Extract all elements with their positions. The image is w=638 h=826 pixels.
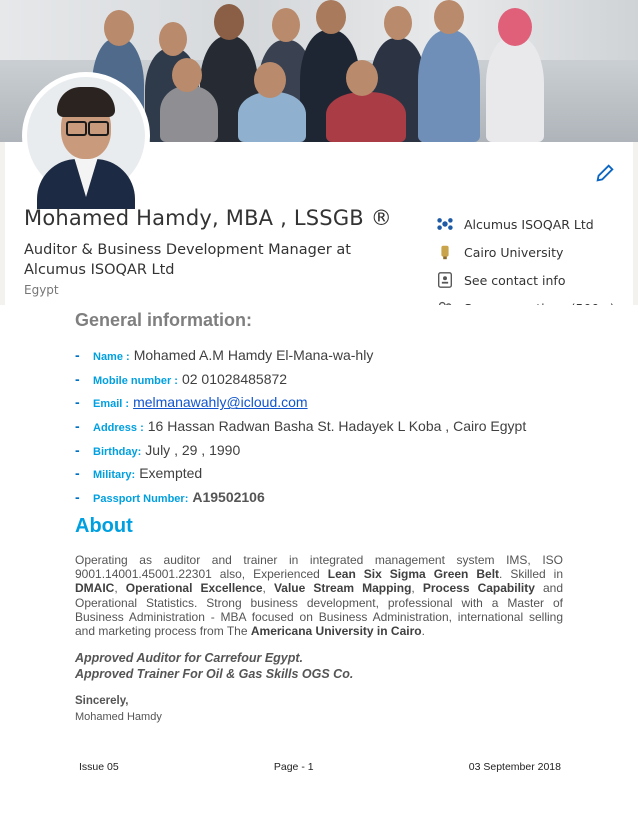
contact-card-icon [436,271,454,289]
closing-signer: Mohamed Hamdy [75,711,162,723]
footer-issue: Issue 05 [79,761,119,773]
info-row-military: - Military: Exempted [75,465,203,482]
alcumus-logo-icon [436,215,454,233]
linkedin-profile-screenshot [0,0,638,305]
profile-location: Egypt [24,283,59,297]
about-heading: About [75,515,133,537]
email-link[interactable]: melmanawahly@icloud.com [133,394,308,411]
info-row-name: - Name : Mohamed A.M Hamdy El-Mana-wa-hly [75,347,374,363]
pencil-edit-icon[interactable] [594,162,616,184]
closing-sincerely: Sincerely, [75,695,129,707]
general-info-heading: General information: [75,310,253,330]
profile-name: Mohamed Hamdy, MBA , LSSGB ® [24,206,392,230]
university-icon [436,243,454,261]
page-footer [79,761,561,773]
approvals [75,650,353,682]
info-row-mobile: - Mobile number : 02 01028485872 [75,370,288,387]
footer-date: 03 September 2018 [468,761,561,773]
company-link-label: Alcumus ISOQAR Ltd [464,216,594,232]
contact-info-link[interactable] [436,266,626,294]
about-paragraph: Operating as auditor and trainer in integrated management system IMS, ISO 9001.14001.45001.22301 also, Experienced Lean Six Sigma Green Belt. Skilled in DMAIC, Operational Excellence, Value Stream Mapping, Process Capability and Operational Statistics. Strong business development, professional with a Master of Business Administration - MBA focused on Business Administration, international selling and marketing process from The Americana University in Cairo. [75,553,564,639]
info-row-address: - Address : 16 Hassan Radwan Basha St. Hadayek L Koba , Cairo Egypt [75,418,527,435]
footer-page: Page - 1 [273,761,314,773]
info-row-birthday: - Birthday: July , 29 , 1990 [75,441,241,458]
cv-document [0,305,638,826]
profile-avatar [27,77,145,195]
approval-ogs: Approved Trainer For Oil & Gas Skills OGS Co. [75,667,354,681]
info-row-email: - Email : melmanawahly@icloud.com [75,394,308,411]
university-link-label: Cairo University [464,244,564,260]
profile-headline: Auditor & Business Development Manager at Alcumus ISOQAR Ltd [24,242,351,278]
contact-info-label: See contact info [464,272,566,288]
general-info-list [75,347,595,513]
company-link[interactable] [436,210,626,238]
approval-carrefour: Approved Auditor for Carrefour Egypt. [75,651,304,665]
university-link[interactable] [436,238,626,266]
info-row-passport: - Passport Number: A19502106 [75,489,265,506]
